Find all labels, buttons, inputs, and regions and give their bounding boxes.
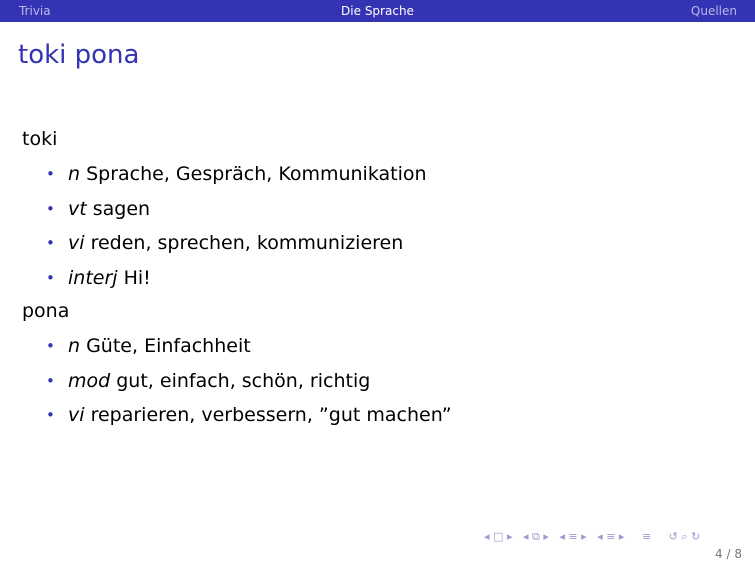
bullet-icon: • (46, 199, 55, 218)
definition-text: Hi! (117, 266, 151, 289)
nav-prev-frame-icon[interactable]: ◂ (522, 530, 529, 543)
nav-back-icon[interactable]: ↺ (668, 530, 678, 543)
bullet-icon: • (46, 268, 55, 287)
section-link-trivia[interactable]: Trivia (19, 4, 51, 18)
definition-item (46, 231, 427, 266)
toki-definitions (46, 162, 427, 300)
nav-forward-icon[interactable]: ↻ (691, 530, 701, 543)
definition-text: gut, einfach, schön, richtig (110, 369, 371, 392)
part-of-speech: interj (68, 266, 118, 289)
bullet-icon: • (46, 234, 55, 252)
nav-search-icon[interactable]: ⌕ (681, 530, 688, 543)
nav-next-frame-icon[interactable]: ▸ (543, 530, 549, 543)
part-of-speech: n (68, 163, 81, 185)
definition-text: reden, sprechen, kommunizieren (84, 232, 404, 254)
nav-prev-slide-icon[interactable]: ◂ (484, 530, 490, 543)
nav-slide-icon[interactable]: □ (493, 530, 504, 543)
nav-section-icon[interactable]: ≡ (606, 530, 616, 543)
bullet-icon: • (46, 371, 55, 390)
section-link-die-sprache[interactable]: Die Sprache (341, 4, 414, 18)
beamer-navigation-bar (484, 530, 749, 544)
section-current-wrapper (0, 4, 755, 18)
bullet-icon: • (46, 406, 55, 424)
part-of-speech: n (68, 335, 81, 357)
nav-next-subsection-icon[interactable]: ▸ (581, 530, 587, 543)
bullet-icon: • (46, 165, 55, 183)
headline-bar (0, 0, 755, 22)
definition-item (46, 162, 427, 197)
part-of-speech: vi (68, 232, 85, 254)
bullet-icon: • (46, 337, 55, 355)
definition-item (46, 266, 427, 301)
term-pona: pona (22, 300, 70, 322)
definition-item (46, 334, 452, 369)
part-of-speech: vi (68, 404, 85, 426)
nav-subsection-icon[interactable]: ≡ (568, 530, 578, 543)
section-link-quellen[interactable]: Quellen (690, 4, 737, 18)
nav-prev-section-icon[interactable]: ◂ (597, 530, 603, 543)
part-of-speech: mod (68, 369, 111, 392)
term-toki: toki (22, 128, 58, 150)
definition-text: Sprache, Gespräch, Kommunikation (80, 163, 427, 185)
frame-title: toki pona (18, 40, 140, 70)
nav-prev-subsection-icon[interactable]: ◂ (559, 530, 565, 543)
definition-text: sagen (86, 197, 151, 220)
part-of-speech: vt (68, 197, 87, 220)
nav-next-section-icon[interactable]: ▸ (618, 530, 625, 543)
definition-text: Güte, Einfachheit (80, 335, 251, 357)
nav-appendix-icon[interactable]: ≡ (641, 530, 652, 543)
definition-item (46, 369, 452, 404)
nav-next-slide-icon[interactable]: ▸ (506, 530, 513, 543)
definition-item (46, 197, 427, 232)
definition-item (46, 403, 452, 438)
nav-frame-icon[interactable]: ⧉ (532, 530, 540, 543)
pona-definitions (46, 334, 452, 438)
definition-text: reparieren, verbessern, ”gut machen” (84, 404, 452, 426)
page-number: 4 / 8 (715, 547, 742, 561)
